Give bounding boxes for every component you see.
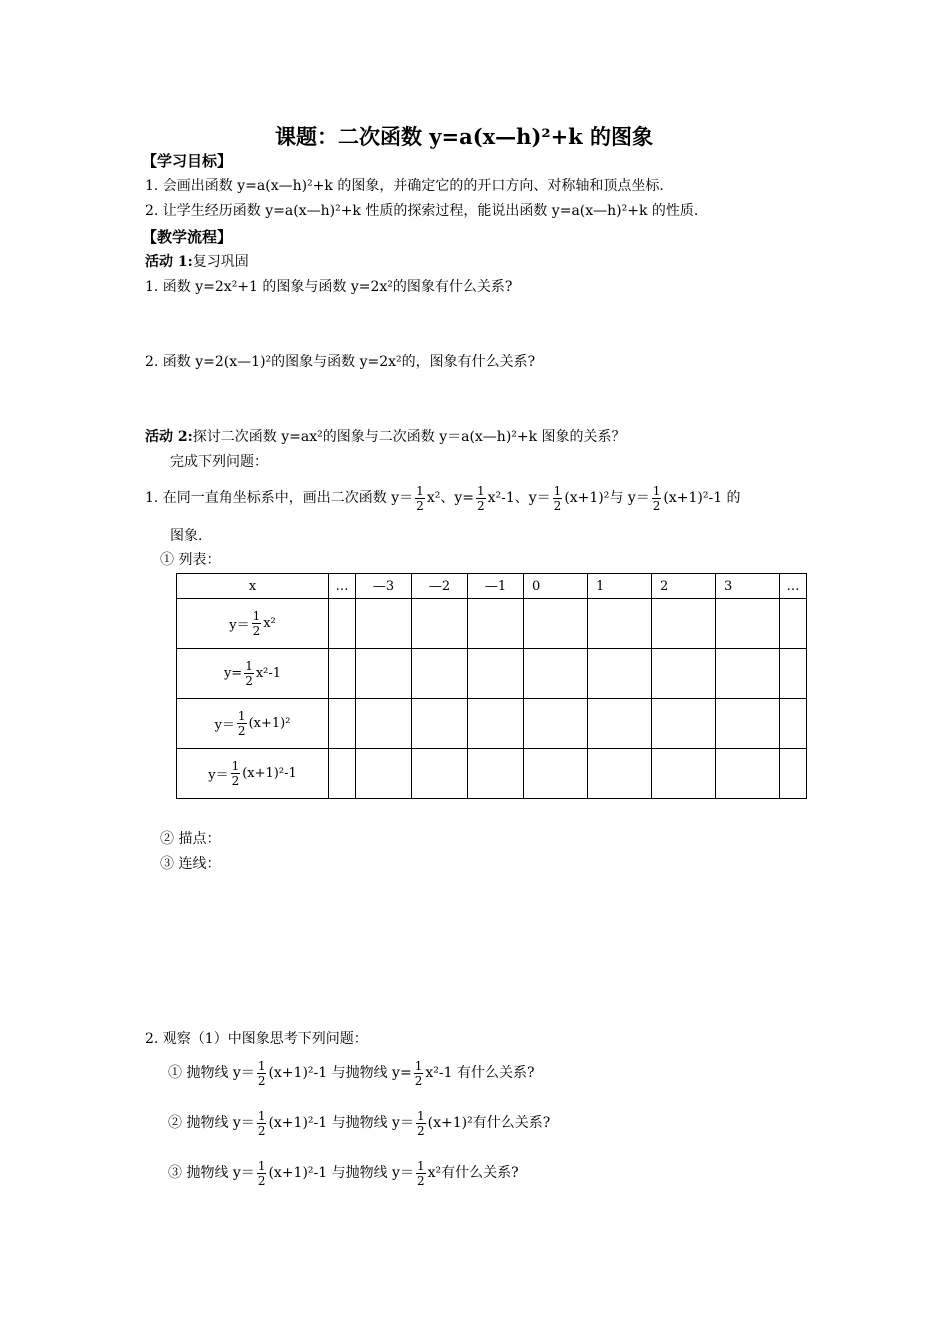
table-header-cell: … bbox=[780, 574, 807, 599]
goals-heading: 【学习目标】 bbox=[142, 152, 233, 170]
table-cell[interactable] bbox=[652, 599, 716, 649]
table-cell[interactable] bbox=[356, 649, 412, 699]
table-row-label: y= $\frac{1}{2}$ x²-1 bbox=[177, 649, 329, 699]
fraction-half: $\frac{1}{2}$ bbox=[257, 1158, 266, 1188]
fraction-half: $\frac{1}{2}$ bbox=[416, 483, 424, 513]
table-row-label: y＝ $\frac{1}{2}$ (x+1)²-1 bbox=[177, 749, 329, 799]
table-row-label: y＝ $\frac{1}{2}$ x² bbox=[177, 599, 329, 649]
page-title: 课题：二次函数 y=a(x—h)²+k 的图象 bbox=[275, 124, 654, 149]
table-cell[interactable] bbox=[524, 749, 588, 799]
table-cell[interactable] bbox=[524, 599, 588, 649]
activity-1-question-2: 2. 函数 y=2(x—1)²的图象与函数 y=2x²的，图象有什么关系? bbox=[145, 354, 536, 370]
fraction-half: $\frac{1}{2}$ bbox=[257, 1058, 266, 1088]
table-cell[interactable] bbox=[329, 649, 356, 699]
fraction-half: $\frac{1}{2}$ bbox=[553, 483, 562, 513]
table-cell[interactable] bbox=[329, 749, 356, 799]
table-header-cell: 2 bbox=[652, 574, 716, 599]
table-header-cell: x bbox=[177, 574, 329, 599]
table-cell[interactable] bbox=[588, 649, 652, 699]
table-cell[interactable] bbox=[780, 749, 807, 799]
table-cell[interactable] bbox=[329, 699, 356, 749]
step-connect-lines: ③ 连线： bbox=[160, 856, 221, 872]
table-header-cell: … bbox=[329, 574, 356, 599]
activity-1-heading bbox=[145, 253, 249, 271]
table-cell[interactable] bbox=[652, 649, 716, 699]
table-cell[interactable] bbox=[468, 749, 524, 799]
table-cell[interactable] bbox=[780, 599, 807, 649]
flow-heading: 【教学流程】 bbox=[142, 228, 233, 246]
table-cell[interactable] bbox=[588, 749, 652, 799]
activity-2-title: 探讨二次函数 y=ax²的图象与二次函数 y＝a(x—h)²+k 图象的关系？ bbox=[192, 429, 626, 445]
activity-2-question-1 bbox=[145, 478, 741, 518]
table-cell[interactable] bbox=[780, 699, 807, 749]
table-cell[interactable] bbox=[652, 749, 716, 799]
table-header-cell: —3 bbox=[356, 574, 412, 599]
step-list-table: ① 列表： bbox=[160, 552, 221, 568]
table-header-cell: —2 bbox=[412, 574, 468, 599]
fraction-half: $\frac{1}{2}$ bbox=[231, 759, 240, 788]
table-header-cell: 3 bbox=[716, 574, 780, 599]
table-cell[interactable] bbox=[652, 699, 716, 749]
goal-item-2: 2. 让学生经历函数 y=a(x—h)²+k 性质的探索过程，能说出函数 y=a(x—h)²+k 的性质. bbox=[145, 203, 699, 219]
table-cell[interactable] bbox=[412, 649, 468, 699]
fraction-half: $\frac{1}{2}$ bbox=[414, 1058, 423, 1088]
fraction-half: $\frac{1}{2}$ bbox=[257, 1108, 266, 1138]
table-cell[interactable] bbox=[356, 599, 412, 649]
table-cell[interactable] bbox=[329, 599, 356, 649]
table-cell[interactable] bbox=[588, 699, 652, 749]
table-header-row bbox=[177, 574, 807, 599]
q1-text: 1. 在同一直角坐标系中，画出二次函数 y＝ bbox=[145, 490, 414, 506]
fraction-half: $\frac{1}{2}$ bbox=[416, 1108, 425, 1138]
table-cell[interactable] bbox=[716, 599, 780, 649]
table-cell[interactable] bbox=[356, 749, 412, 799]
table-cell[interactable] bbox=[588, 599, 652, 649]
sub-question-1: ① 抛物线 y＝ $\frac{1}{2}$ (x+1)²-1 与抛物线 y= $\frac{1}{2}$ x²-1 有什么关系? bbox=[168, 1058, 535, 1088]
table-cell[interactable] bbox=[524, 649, 588, 699]
table-cell[interactable] bbox=[524, 699, 588, 749]
fraction-half: $\frac{1}{2}$ bbox=[237, 709, 246, 738]
step-plot-points: ② 描点： bbox=[160, 831, 221, 847]
table-cell[interactable] bbox=[412, 699, 468, 749]
activity-2-heading bbox=[145, 428, 626, 446]
table-cell[interactable] bbox=[468, 699, 524, 749]
table-cell[interactable] bbox=[356, 699, 412, 749]
table-cell[interactable] bbox=[716, 649, 780, 699]
table-cell[interactable] bbox=[468, 649, 524, 699]
table-header-cell: —1 bbox=[468, 574, 524, 599]
table-row-label: y＝ $\frac{1}{2}$ (x+1)² bbox=[177, 699, 329, 749]
table-header-cell: 1 bbox=[588, 574, 652, 599]
q1-text: (x+1)²与 y＝ bbox=[564, 490, 650, 506]
activity-1-label: 活动 1: bbox=[145, 254, 193, 270]
value-table bbox=[176, 573, 807, 799]
activity-2-question-2: 2. 观察（1）中图象思考下列问题： bbox=[145, 1031, 368, 1047]
fraction-half: $\frac{1}{2}$ bbox=[416, 1158, 425, 1188]
table-cell[interactable] bbox=[716, 749, 780, 799]
activity-2-subheading: 完成下列问题： bbox=[170, 454, 268, 470]
fraction-half: $\frac{1}{2}$ bbox=[476, 483, 485, 513]
q1-text: (x+1)²-1 的 bbox=[663, 490, 741, 506]
table-row bbox=[177, 699, 807, 749]
table-cell[interactable] bbox=[780, 649, 807, 699]
q1-text: x²-1、y＝ bbox=[487, 490, 551, 506]
activity-2-question-1-continued: 图象. bbox=[170, 528, 203, 544]
table-row bbox=[177, 649, 807, 699]
activity-1-question-1: 1. 函数 y=2x²+1 的图象与函数 y=2x²的图象有什么关系? bbox=[145, 279, 513, 295]
goal-item-1: 1. 会画出函数 y=a(x—h)²+k 的图象，并确定它的的开口方向、对称轴和顶点坐标. bbox=[145, 178, 664, 194]
table-cell[interactable] bbox=[468, 599, 524, 649]
activity-1-title: 复习巩固 bbox=[192, 254, 249, 270]
fraction-half: $\frac{1}{2}$ bbox=[252, 609, 261, 638]
table-cell[interactable] bbox=[412, 599, 468, 649]
table-cell[interactable] bbox=[412, 749, 468, 799]
table-row bbox=[177, 749, 807, 799]
fraction-half: $\frac{1}{2}$ bbox=[652, 483, 661, 513]
q1-text: x²、y= bbox=[426, 490, 474, 506]
activity-2-label: 活动 2: bbox=[145, 429, 193, 445]
table-row bbox=[177, 599, 807, 649]
table-header-cell: 0 bbox=[524, 574, 588, 599]
table-cell[interactable] bbox=[716, 699, 780, 749]
sub-question-3: ③ 抛物线 y＝ $\frac{1}{2}$ (x+1)²-1 与抛物线 y＝ $\frac{1}{2}$ x²有什么关系? bbox=[168, 1158, 519, 1188]
sub-question-2: ② 抛物线 y＝ $\frac{1}{2}$ (x+1)²-1 与抛物线 y＝ $\frac{1}{2}$ (x+1)²有什么关系? bbox=[168, 1108, 551, 1138]
fraction-half: $\frac{1}{2}$ bbox=[245, 659, 253, 688]
